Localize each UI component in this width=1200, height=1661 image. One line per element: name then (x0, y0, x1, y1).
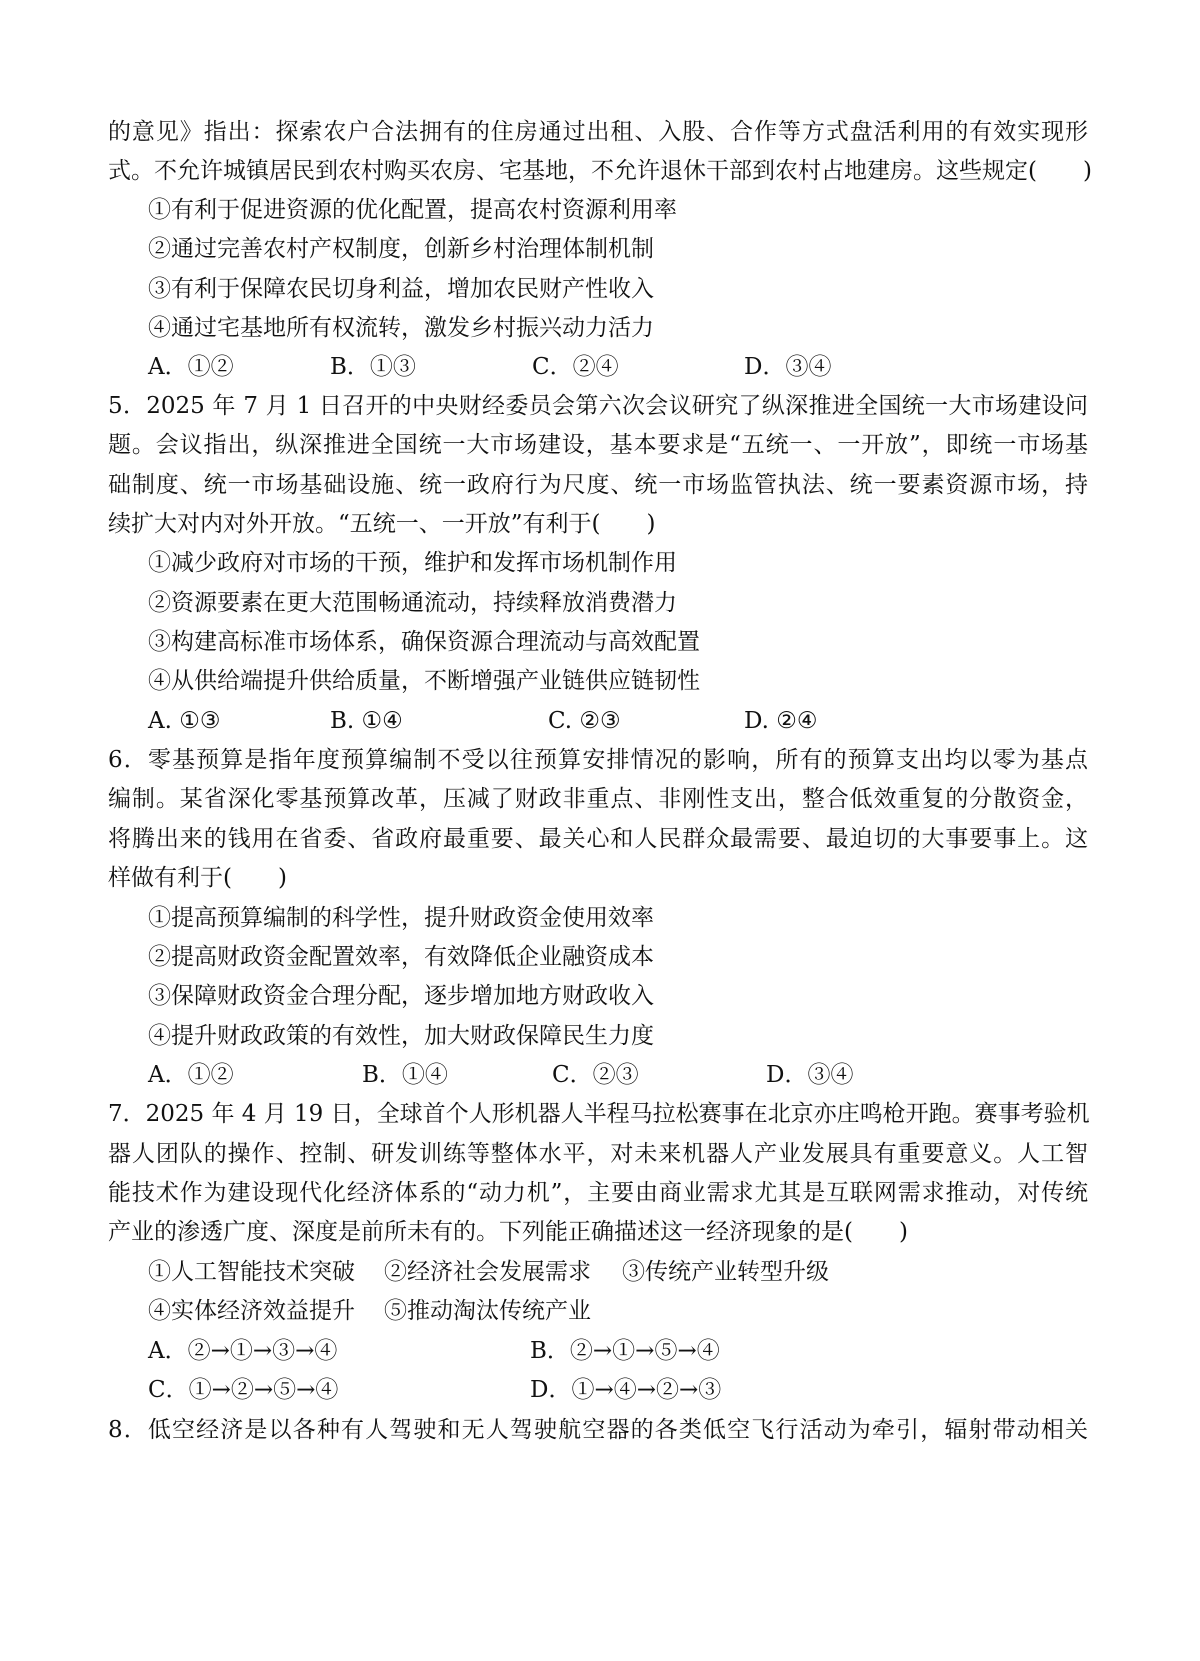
q4-stem-line-2: 式。不允许城镇居民到农村购买农房、宅基地，不允许退休干部到农村占地建房。这些规定( ) (108, 158, 1092, 184)
q6-option-4: ④提升财政政策的有效性，加大财政保障民生力度 (148, 1023, 654, 1049)
q4-answer-c: C．②④ (532, 354, 619, 380)
q6-stem-line-1: 6．零基预算是指年度预算编制不受以往预算安排情况的影响，所有的预算支出均以零为基点 (108, 747, 1088, 773)
q7-stem-line-3: 能技术作为建设现代化经济体系的“动力机”，主要由商业需求尤其是互联网需求推动，对传统 (108, 1180, 1088, 1206)
q5-stem-line-2: 题。会议指出，纵深推进全国统一大市场建设，基本要求是“五统一、一开放”，即统一市场基 (108, 432, 1088, 458)
q4-answer-b: B．①③ (330, 354, 416, 380)
q6-answer-a: A．①② (148, 1062, 234, 1088)
q7-stem-line-1: 7．2025 年 4 月 19 日，全球首个人形机器人半程马拉松赛事在北京亦庄鸣枪开跑。赛事考验机 (108, 1101, 1090, 1127)
q5-answer-b: B. ①④ (330, 708, 403, 734)
q7-answer-b: B．②→①→⑤→④ (530, 1338, 720, 1364)
q7-answer-d: D．①→④→②→③ (530, 1377, 722, 1403)
q6-answer-b: B．①④ (362, 1062, 448, 1088)
q6-stem-line-2: 编制。某省深化零基预算改革，压减了财政非重点、非刚性支出，整合低效重复的分散资金， (108, 786, 1088, 812)
q5-answer-a: A. ①③ (148, 708, 221, 734)
q7-item-5: ⑤推动淘汰传统产业 (384, 1298, 591, 1324)
q6-stem-line-3: 将腾出来的钱用在省委、省政府最重要、最关心和人民群众最需要、最迫切的大事要事上。这 (108, 826, 1088, 852)
q5-answer-d: D. ②④ (744, 708, 818, 734)
q5-answer-c: C. ②③ (548, 708, 621, 734)
q7-item-3: ③传统产业转型升级 (622, 1259, 829, 1285)
q6-option-3: ③保障财政资金合理分配，逐步增加地方财政收入 (148, 983, 654, 1009)
q8-stem-line-1: 8．低空经济是以各种有人驾驶和无人驾驶航空器的各类低空飞行活动为牵引，辐射带动相关 (108, 1417, 1088, 1443)
q6-stem-line-4: 样做有利于( ) (108, 865, 287, 891)
q4-stem-line-1: 的意见》指出：探索农户合法拥有的住房通过出租、入股、合作等方式盘活利用的有效实现形 (108, 119, 1088, 145)
q5-stem-line-1: 5．2025 年 7 月 1 日召开的中央财经委员会第六次会议研究了纵深推进全国统一大市场建设问 (108, 393, 1088, 419)
q6-answer-c: C．②③ (552, 1062, 639, 1088)
q7-answer-c: C．①→②→⑤→④ (148, 1377, 339, 1403)
q4-option-2: ②通过完善农村产权制度，创新乡村治理体制机制 (148, 236, 654, 262)
q7-item-4: ④实体经济效益提升 (148, 1298, 355, 1324)
q7-item-1: ①人工智能技术突破 (148, 1259, 355, 1285)
q5-option-2: ②资源要素在更大范围畅通流动，持续释放消费潜力 (148, 590, 677, 616)
q7-answer-a: A．②→①→③→④ (148, 1338, 338, 1364)
q4-option-1: ①有利于促进资源的优化配置，提高农村资源利用率 (148, 197, 677, 223)
q5-stem-line-3: 础制度、统一市场基础设施、统一政府行为尺度、统一市场监管执法、统一要素资源市场，持 (108, 472, 1088, 498)
q7-item-2: ②经济社会发展需求 (384, 1259, 591, 1285)
q5-option-1: ①减少政府对市场的干预，维护和发挥市场机制作用 (148, 550, 677, 576)
q6-option-1: ①提高预算编制的科学性，提升财政资金使用效率 (148, 905, 654, 931)
q7-stem-line-4: 产业的渗透广度、深度是前所未有的。下列能正确描述这一经济现象的是( ) (108, 1219, 908, 1245)
q6-answer-d: D．③④ (766, 1062, 854, 1088)
q5-option-3: ③构建高标准市场体系，确保资源合理流动与高效配置 (148, 629, 700, 655)
q4-option-4: ④通过宅基地所有权流转，激发乡村振兴动力活力 (148, 315, 654, 341)
q5-option-4: ④从供给端提升供给质量，不断增强产业链供应链韧性 (148, 668, 700, 694)
q4-answer-a: A．①② (148, 354, 234, 380)
q7-stem-line-2: 器人团队的操作、控制、研发训练等整体水平，对未来机器人产业发展具有重要意义。人工智 (108, 1141, 1088, 1167)
q4-answer-d: D．③④ (744, 354, 832, 380)
q4-option-3: ③有利于保障农民切身利益，增加农民财产性收入 (148, 276, 654, 302)
q5-stem-line-4: 续扩大对内对外开放。“五统一、一开放”有利于( ) (108, 511, 656, 537)
q6-option-2: ②提高财政资金配置效率，有效降低企业融资成本 (148, 944, 654, 970)
